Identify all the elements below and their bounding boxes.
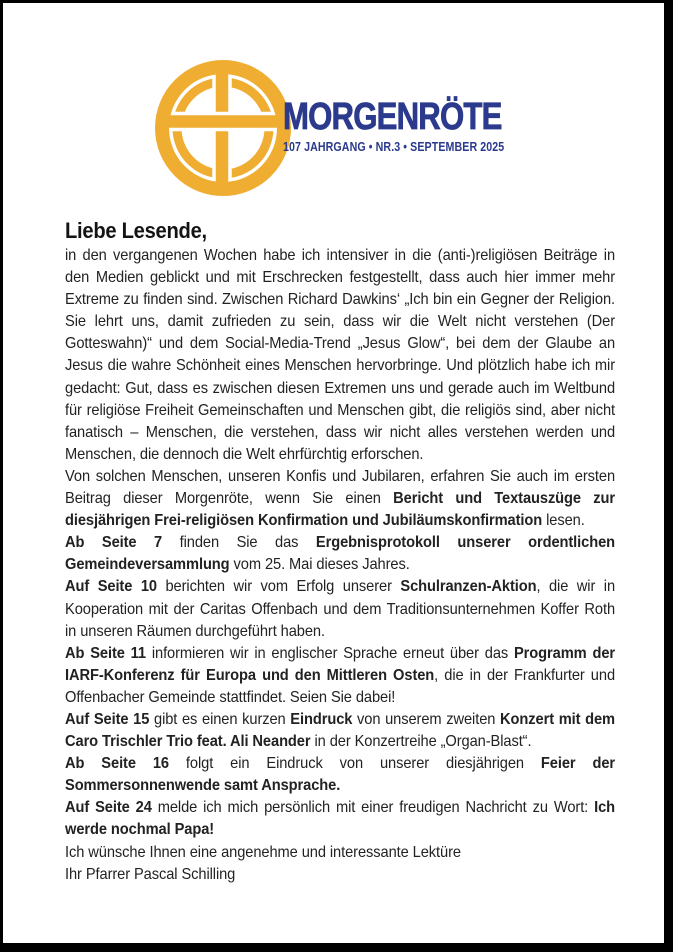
masthead bbox=[153, 58, 623, 198]
editorial-letter bbox=[65, 218, 615, 886]
issue-line: 107 JAHRGANG • NR.3 • SEPTEMBER 2025 bbox=[283, 139, 505, 154]
salutation: Liebe Lesende, bbox=[65, 218, 207, 243]
paragraph: Von solchen Menschen, unseren Konfis und Jubilaren, erfahren Sie auch im ersten Beitrag dieser Morgenröte, wenn Sie einen Bericht und Textauszüge zur diesjährigen Frei-religiösen Konfirmation und Jubiläumskonfirmation lesen. bbox=[65, 467, 616, 530]
title-block bbox=[283, 98, 603, 155]
paragraph: Ab Seite 7 finden Sie das Ergebnisprotokoll unserer ordentlichen Gemeindeversammlung vom 25. Mai dieses Jahres. bbox=[65, 534, 616, 574]
paragraph: Auf Seite 10 berichten wir vom Erfolg unserer Schulranzen-Aktion, die wir in Kooperation mit der Caritas Offenbach und dem Traditionsunternehmen Koffer Roth in unseren Räumen durchgeführt haben. bbox=[65, 578, 616, 640]
sun-cross-icon bbox=[153, 58, 293, 198]
paragraph: Ich wünsche Ihnen eine angenehme und interessante Lektüre bbox=[65, 843, 461, 861]
letter-body bbox=[65, 245, 615, 886]
paragraph: in den vergangenen Wochen habe ich intensiver in die (anti-)religiösen Beiträge in den Medien geblickt und mit Erschrecken festgestellt, dass auch hier immer mehr Extreme zu finden sind. Zwischen Richard Dawkins‘ „Ich bin ein Gegner der Religion. Sie lehrt uns, damit zufrieden zu sein, dass wir die Welt nicht verstehen (Der Gotteswahn)“ und dem Social-Media-Trend „Jesus Glow“, bei dem der Glaube an Jesus die wahre Schönheit eines Menschen hervorbringe. Und plötzlich habe ich mir gedacht: Gut, dass es zwischen diesen Extremen uns und gerade auch im Weltbund für religiöse Freiheit Gemeinschaften und Menschen gibt, die religiös sind, aber nicht fanatisch – Menschen, die verstehen, dass wir nicht alles verstehen werden und Menschen, die dennoch die Welt ehrfürchtig erforschen. bbox=[65, 247, 616, 463]
paragraph: Auf Seite 15 gibt es einen kurzen Eindruck von unserem zweiten Konzert mit dem Caro Trischler Trio feat. Ali Neander in der Konzertreihe „Organ-Blast“. bbox=[65, 710, 616, 751]
paragraph: Ab Seite 11 informieren wir in englischer Sprache erneut über das Programm der IARF-Konferenz für Europa und den Mittleren Osten, die in der Frankfurter und Offenbacher Gemeinde stattfindet. Seien Sie dabei! bbox=[65, 644, 616, 706]
paragraph: Ihr Pfarrer Pascal Schilling bbox=[65, 865, 236, 883]
paragraph: Auf Seite 24 melde ich mich persönlich mit einer freudigen Nachricht zu Wort: Ich werde nochmal Papa! bbox=[65, 799, 616, 839]
paragraph: Ab Seite 16 folgt ein Eindruck von unserer diesjährigen Feier der Sommersonnenwende samt Ansprache. bbox=[65, 755, 616, 795]
newsletter-title: MORGENRÖTE bbox=[283, 96, 502, 138]
